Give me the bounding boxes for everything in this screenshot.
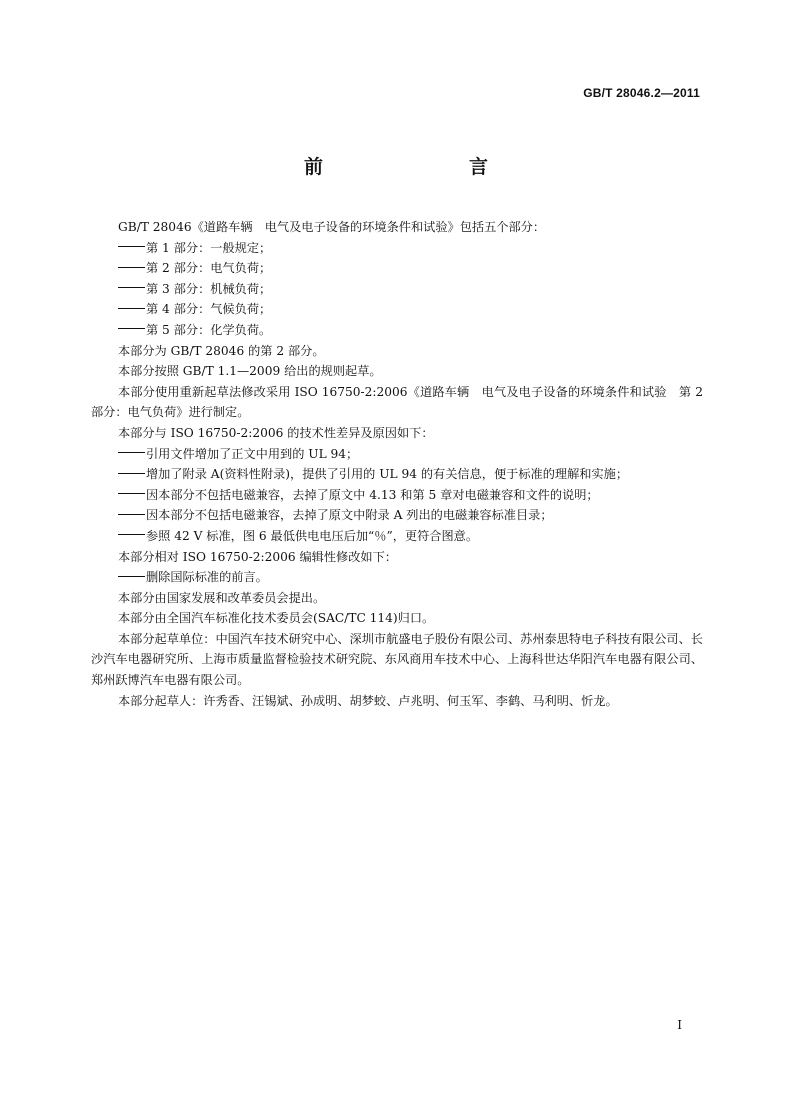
dash-list-item [91, 258, 703, 279]
paragraph: 本部分按照 GB/T 1.1—2009 给出的规则起草。 [118, 364, 382, 379]
list-item-text: 引用文件增加了正文中用到的 UL 94； [146, 446, 359, 461]
dash-list-item [91, 526, 703, 547]
paragraph: 本部分为 GB/T 28046 的第 2 部分。 [118, 343, 325, 358]
dash-marker [118, 328, 145, 330]
dash-list-item [91, 299, 703, 320]
dash-list-item [91, 320, 703, 341]
dash-marker [118, 514, 145, 516]
list-item-text: 第 3 部分：机械负荷； [146, 281, 272, 296]
dash-list-item [91, 279, 703, 300]
standard-code: GB/T 28046.2—2011 [583, 86, 700, 100]
page-title: 前 言 [303, 156, 524, 178]
dash-list-item [91, 464, 703, 485]
list-item-text: 第 5 部分：化学负荷。 [146, 322, 272, 337]
paragraph: 本部分由国家发展和改革委员会提出。 [118, 590, 326, 605]
page-number: I [677, 1018, 682, 1032]
list-item-text: 因本部分不包括电磁兼容，去掉了原文中 4.13 和第 5 章对电磁兼容和文件的说明； [146, 487, 599, 502]
dash-marker [118, 267, 145, 269]
paragraph: 本部分由全国汽车标准化技术委员会(SAC/TC 114)归口。 [118, 611, 435, 626]
dash-list-item [91, 485, 703, 506]
foreword-body [91, 217, 703, 711]
list-item-text: 第 4 部分：气候负荷； [146, 302, 272, 317]
list-item-text: 增加了附录 A(资料性附录)，提供了引用的 UL 94 的有关信息，便于标准的理解和实施； [146, 467, 629, 482]
dash-list-item [91, 567, 703, 588]
list-item-text: 参照 42 V 标准，图 6 最低供电电压后加“％”，更符合图意。 [146, 528, 479, 543]
paragraph: 本部分起草单位：中国汽车技术研究中心、深圳市航盛电子股份有限公司、苏州泰思特电子科技有限公司、长沙汽车电器研究所、上海市质量监督检验技术研究院、东风商用车技术中心、上海科世达华阳汽车电器有限公司、郑州跃博汽车电器有限公司。 [91, 631, 703, 688]
dash-list-item [91, 505, 703, 526]
paragraph: 本部分起草人：许秀香、汪锡斌、孙成明、胡梦蛟、卢兆明、何玉军、李鹤、马利明、忻龙。 [118, 693, 618, 708]
paragraph: 本部分与 ISO 16750-2:2006 的技术性差异及原因如下： [118, 425, 434, 440]
paragraph: 本部分相对 ISO 16750-2:2006 编辑性修改如下： [118, 549, 397, 564]
dash-marker [118, 493, 145, 495]
dash-marker [118, 452, 145, 454]
dash-list-item [91, 238, 703, 259]
list-item-text: 删除国际标准的前言。 [146, 570, 268, 585]
list-item-text: 第 1 部分：一般规定； [146, 240, 272, 255]
list-item-text: 第 2 部分：电气负荷； [146, 261, 272, 276]
dash-marker [118, 246, 145, 248]
dash-marker [118, 534, 145, 536]
dash-marker [118, 576, 145, 578]
dash-marker [118, 287, 145, 289]
dash-marker [118, 308, 145, 310]
paragraph: 本部分使用重新起草法修改采用 ISO 16750-2:2006《道路车辆 电气及电子设备的环境条件和试验 第 2 部分：电气负荷》进行制定。 [91, 384, 703, 420]
paragraph: GB/T 28046《道路车辆 电气及电子设备的环境条件和试验》包括五个部分： [118, 220, 546, 234]
dash-list-item [91, 444, 703, 465]
dash-marker [118, 473, 145, 475]
list-item-text: 因本部分不包括电磁兼容，去掉了原文中附录 A 列出的电磁兼容标准目录； [146, 508, 553, 523]
